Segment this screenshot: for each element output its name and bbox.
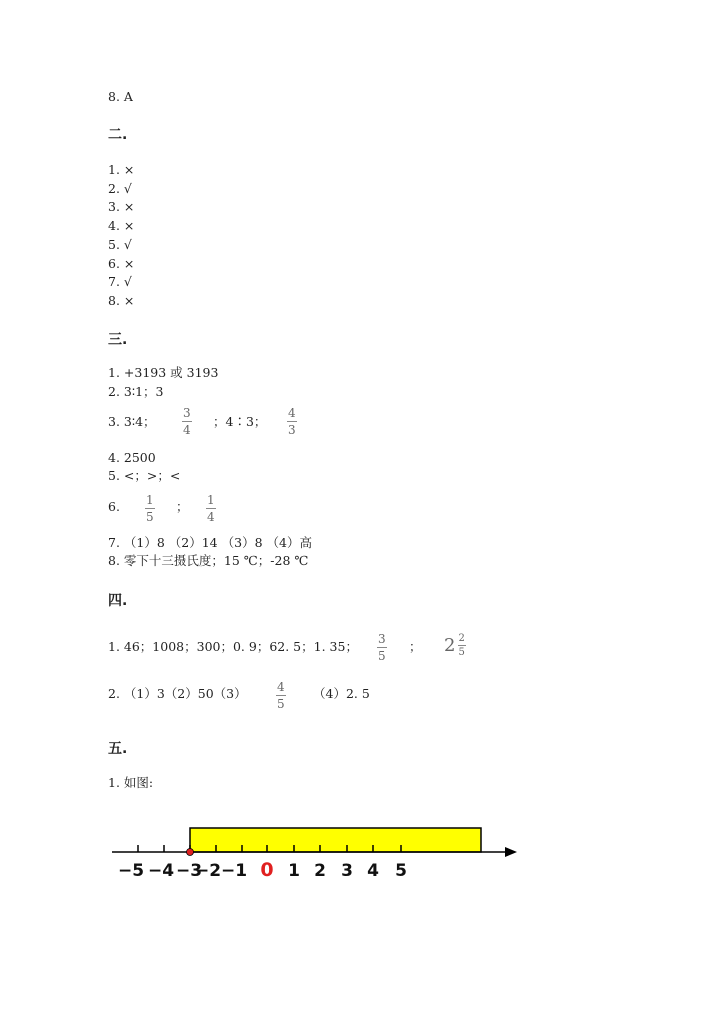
answer-2-1: 1. × [108,162,135,177]
tick-label: −4 [147,861,175,881]
fraction-denominator: 3 [288,423,296,437]
highlight-region [190,828,481,852]
answer-2-4: 4. × [108,218,135,233]
mixed-whole: 2 [444,635,456,656]
axis-arrow-icon [505,847,517,857]
answer-2-7: 7. √ [108,274,132,289]
answer-2-2: 2. √ [108,181,132,196]
fraction-numerator: 1 [146,493,154,507]
answer-5-1: 1. 如图: [108,775,154,790]
tick-label: −1 [220,861,248,881]
answer-4-2-prefix: 2. （1）3（2）50（3） [108,686,247,701]
answer-2-8: 8. × [108,293,135,308]
fraction-numerator: 2 [458,633,465,644]
section-5-title: 五. [108,741,128,757]
answer-3-3-prefix: 3. 3∶4； [108,414,156,429]
answer-3-5: 5. <；>；< [108,468,181,483]
answer-1-8: 8. A [108,89,133,104]
fraction-numerator: 1 [207,493,215,507]
fraction-denominator: 4 [183,423,191,437]
fraction-numerator: 3 [378,632,386,646]
fraction-denominator: 5 [378,649,386,663]
answer-3-1: 1. +3193 或 3193 [108,365,219,380]
section-3-title: 三. [108,332,128,348]
tick-label: −5 [117,861,145,881]
fraction-numerator: 4 [277,680,285,694]
tick-label: −3 [175,861,203,881]
answer-3-4: 4. 2500 [108,450,156,465]
answer-3-3-mid: ；4∶3； [213,414,267,429]
fraction-numerator: 4 [288,406,296,420]
fraction-numerator: 3 [183,406,191,420]
fraction-denominator: 5 [277,697,285,711]
answer-2-6: 6. × [108,256,135,271]
answer-3-7: 7. （1）8 （2）14 （3）8 （4）高 [108,535,312,550]
start-point [187,849,194,856]
tick-label: 3 [341,861,353,881]
answer-4-1-prefix: 1. 46；1008；300；0. 9；62. 5；1. 35； [108,639,358,654]
section-4-title: 四. [108,593,128,609]
answer-4-1-mid: ； [409,639,422,654]
answer-2-5: 5. √ [108,237,132,252]
answer-3-6-mid: ； [176,499,189,514]
answer-3-6-prefix: 6. [108,499,120,514]
answer-4-2-suffix: （4）2. 5 [313,686,370,701]
answer-2-3: 3. × [108,199,135,214]
section-2-title: 二. [108,127,128,143]
fraction-denominator: 5 [458,647,465,658]
tick-label: 1 [288,861,300,881]
tick-label: 5 [395,861,407,881]
fraction-denominator: 5 [146,510,154,524]
answer-3-2: 2. 3∶1；3 [108,384,164,399]
fraction-denominator: 4 [207,510,215,524]
tick-label: 0 [260,859,274,881]
tick-label: 4 [367,861,379,881]
answer-3-8: 8. 零下十三摄氏度；15 ℃；-28 ℃ [108,553,309,568]
tick-label: 2 [314,861,326,881]
tick-label: −2 [194,861,222,881]
